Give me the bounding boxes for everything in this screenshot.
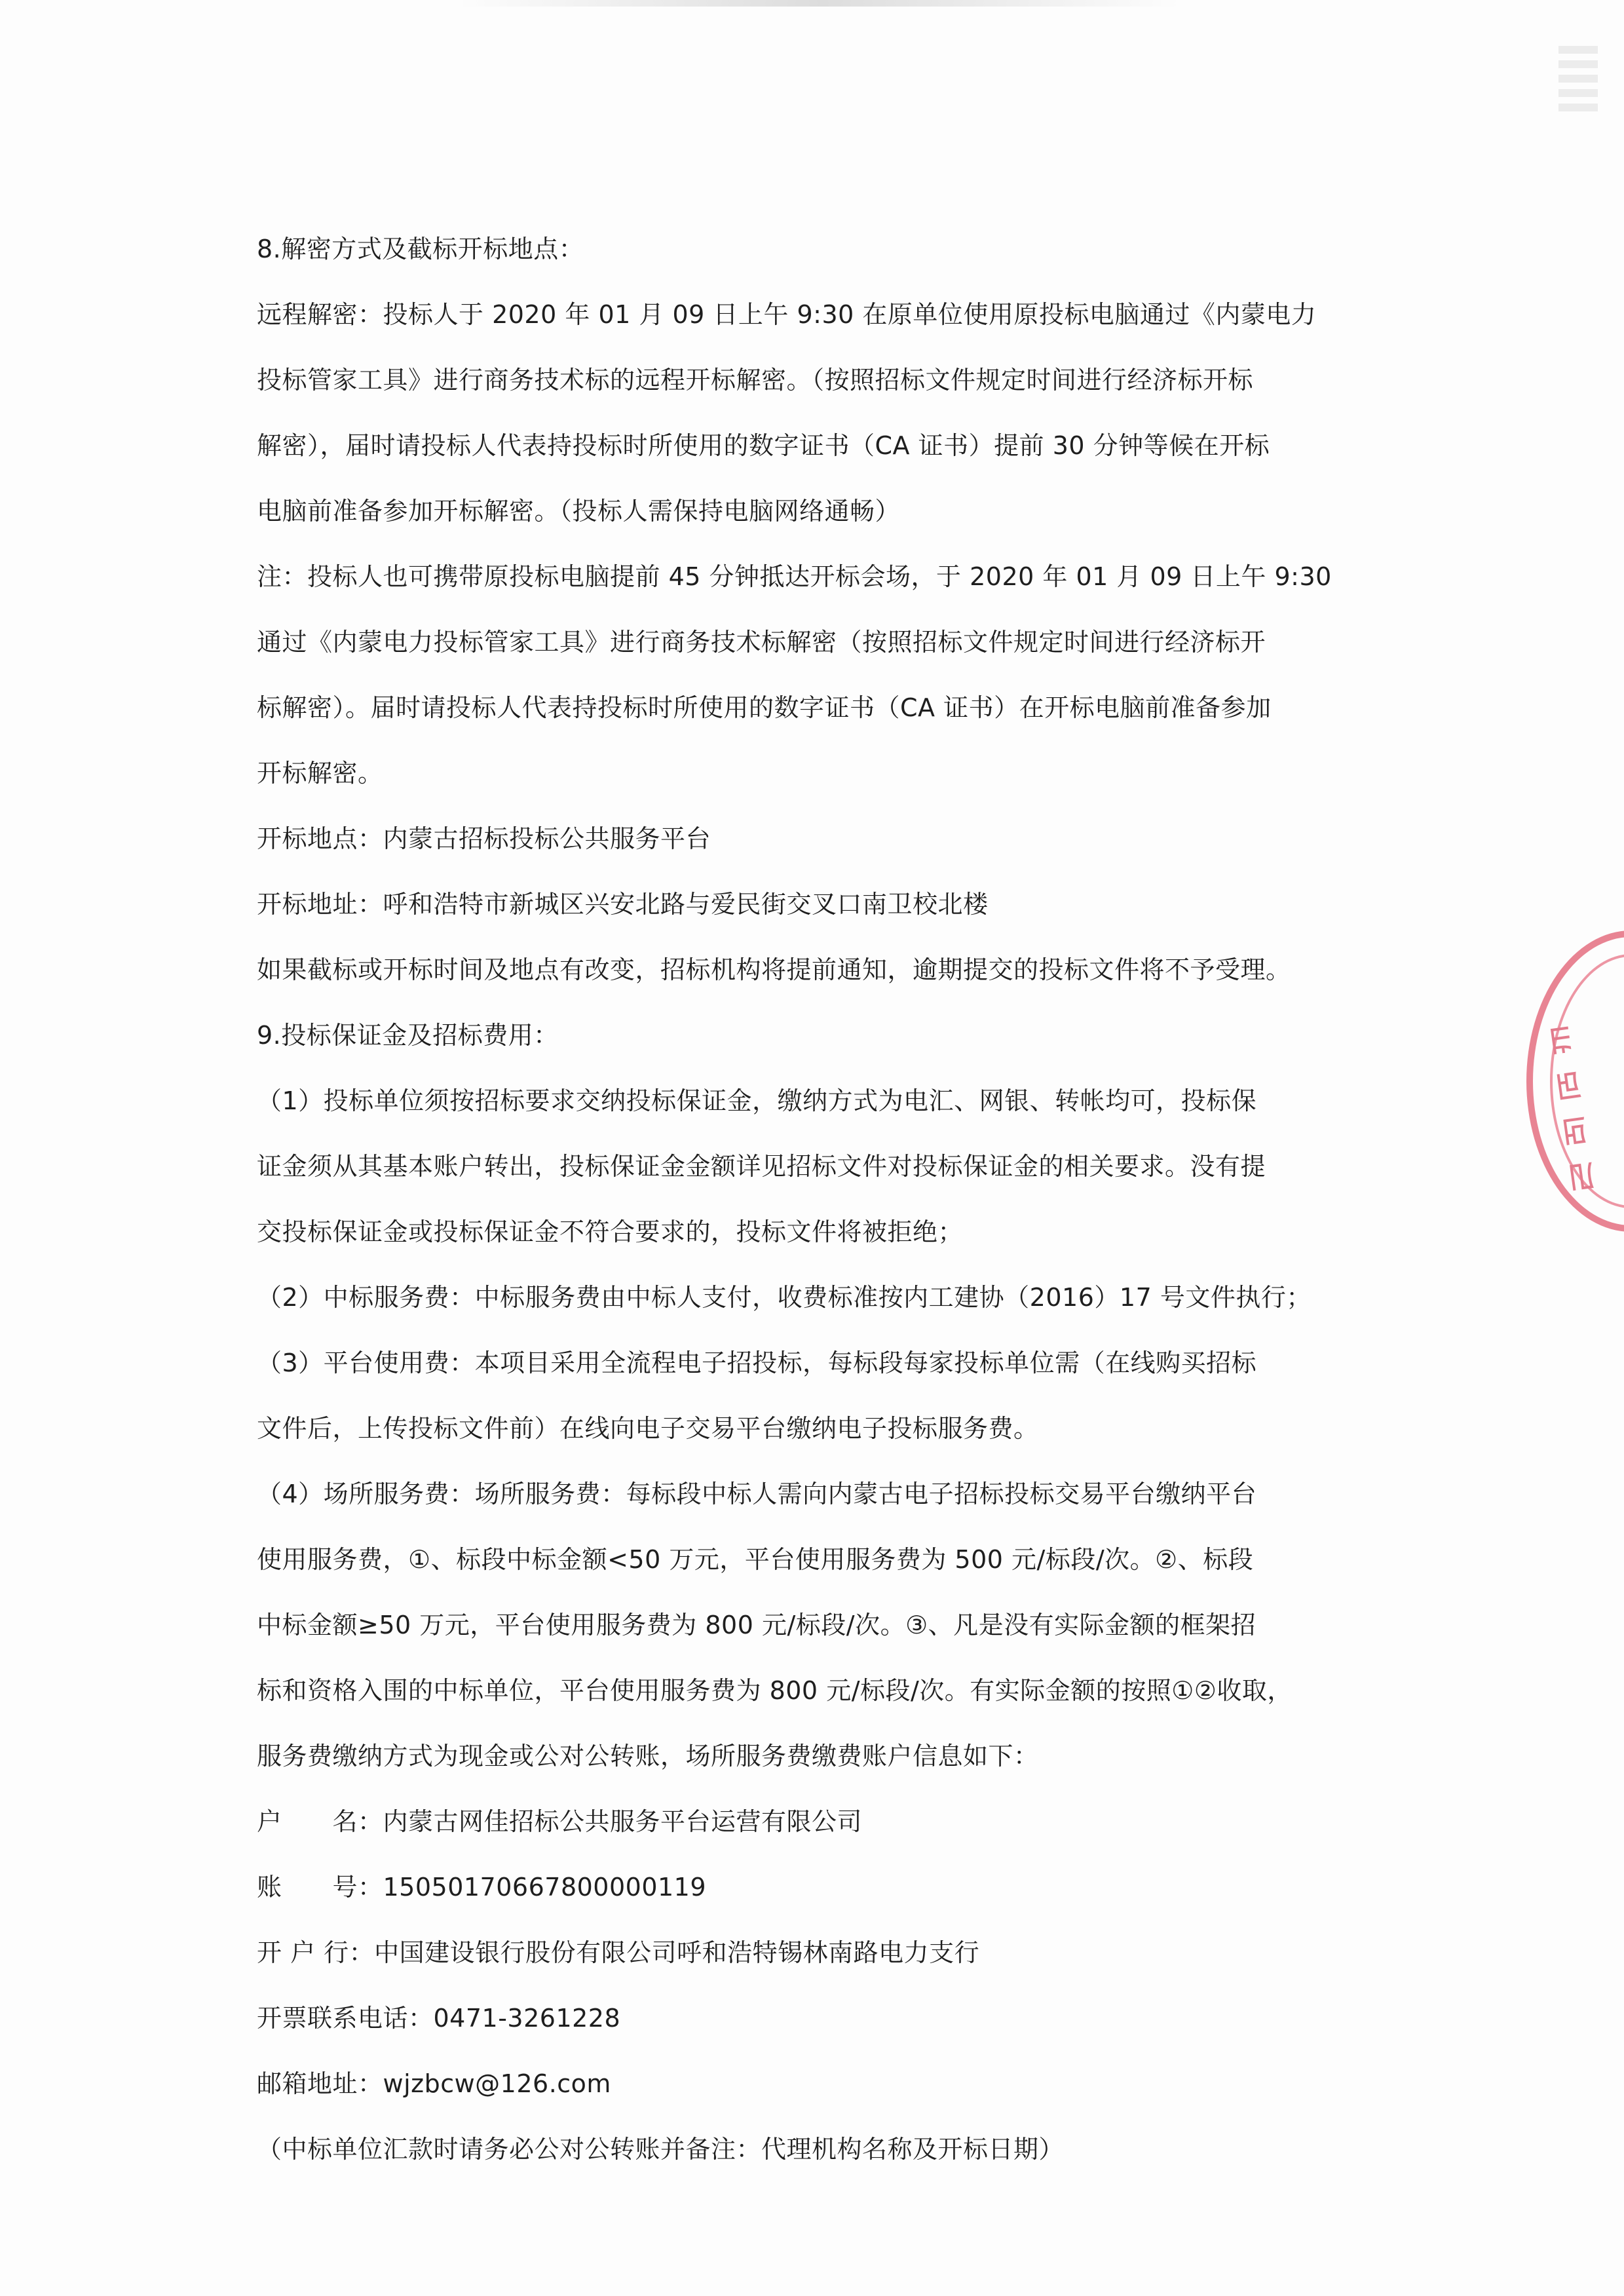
deposit-line: 交投标保证金或投标保证金不符合要求的，投标文件将被拒绝； <box>257 1217 964 1246</box>
bid-opening-address: 开标地址：呼和浩特市新城区兴安北路与爱民街交叉口南卫校北楼 <box>257 890 989 919</box>
email-address: 邮箱地址：wjzbcw@126.com <box>257 2069 611 2098</box>
scan-bleed-top <box>459 0 1179 7</box>
venue-fee-line: 标和资格入围的中标单位，平台使用服务费为 800 元/标段/次。有实际金额的按照①②收取， <box>257 1676 1293 1705</box>
venue-fee-line: 使用服务费，①、标段中标金额<50 万元，平台使用服务费为 500 元/标段/次。②、标段 <box>257 1545 1254 1574</box>
paragraph-line: 远程解密：投标人于 2020 年 01 月 09 日上午 9:30 在原单位使用原投标电脑通过《内蒙电力 <box>257 300 1317 329</box>
venue-fee-line: 中标金额≥50 万元，平台使用服务费为 800 元/标段/次。③、凡是没有实际金额的框架招 <box>257 1611 1256 1639</box>
paragraph-line: 电脑前准备参加开标解密。（投标人需保持电脑网络通畅） <box>257 497 901 526</box>
invoice-phone: 开票联系电话：0471-3261228 <box>257 2004 621 2033</box>
document-body <box>257 216 1397 2182</box>
note-line: 标解密）。届时请投标人代表持投标时所使用的数字证书（CA 证书）在开标电脑前准备参加 <box>257 693 1272 722</box>
platform-fee-line: （3）平台使用费：本项目采用全流程电子招投标，每标段每家投标单位需（在线购买招标 <box>257 1349 1257 1377</box>
section-heading-decryption: 8.解密方式及截标开标地点： <box>257 235 584 263</box>
remittance-note: （中标单位汇款时请务必公对公转账并备注：代理机构名称及开标日期） <box>257 2135 1065 2164</box>
paragraph-line: 投标管家工具》进行商务技术标的远程开标解密。（按照招标文件规定时间进行经济标开标 <box>257 366 1254 394</box>
bid-opening-location: 开标地点：内蒙古招标投标公共服务平台 <box>257 824 711 853</box>
deposit-line: （1）投标单位须按招标要求交纳投标保证金，缴纳方式为电汇、网银、转帐均可，投标保 <box>257 1086 1257 1115</box>
change-notice: 如果截标或开标时间及地点有改变，招标机构将提前通知，逾期提交的投标文件将不予受理。 <box>257 955 1291 984</box>
venue-fee-line: 服务费缴纳方式为现金或公对公转账，场所服务费缴费账户信息如下： <box>257 1742 1039 1770</box>
venue-fee-line: （4）场所服务费：场所服务费：每标段中标人需向内蒙古电子招标投标交易平台缴纳平台 <box>257 1480 1257 1508</box>
platform-fee-line: 文件后，上传投标文件前）在线向电子交易平台缴纳电子投标服务费。 <box>257 1414 1039 1443</box>
account-name: 户 名：内蒙古网佳招标公共服务平台运营有限公司 <box>257 1807 863 1836</box>
paragraph-line: 解密），届时请投标人代表持投标时所使用的数字证书（CA 证书）提前 30 分钟等候在开标 <box>257 431 1270 460</box>
note-line: 开标解密。 <box>257 759 383 788</box>
red-seal-stamp <box>1526 930 1624 1232</box>
account-bank: 开 户 行：中国建设银行股份有限公司呼和浩特锡林南路电力支行 <box>257 1938 980 1967</box>
account-number: 账 号：15050170667800000119 <box>257 1873 707 1902</box>
note-line: 注：投标人也可携带原投标电脑提前 45 分钟抵达开标会场，于 2020 年 01 月 09 日上午 9:30 <box>257 562 1332 591</box>
note-line: 通过《内蒙电力投标管家工具》进行商务技术标解密（按照招标文件规定时间进行经济标开 <box>257 628 1266 657</box>
section-heading-fees: 9.投标保证金及招标费用： <box>257 1021 559 1050</box>
service-fee-line: （2）中标服务费：中标服务费由中标人支付，收费标准按内工建协（2016）17 号文件执行； <box>257 1283 1312 1312</box>
red-seal-glyphs: ꡀ ꡁ ꡂ ꡃ <box>1547 1017 1598 1198</box>
deposit-line: 证金须从其基本账户转出，投标保证金金额详见招标文件对投标保证金的相关要求。没有提 <box>257 1152 1266 1181</box>
scan-edge-marks <box>1558 39 1598 170</box>
